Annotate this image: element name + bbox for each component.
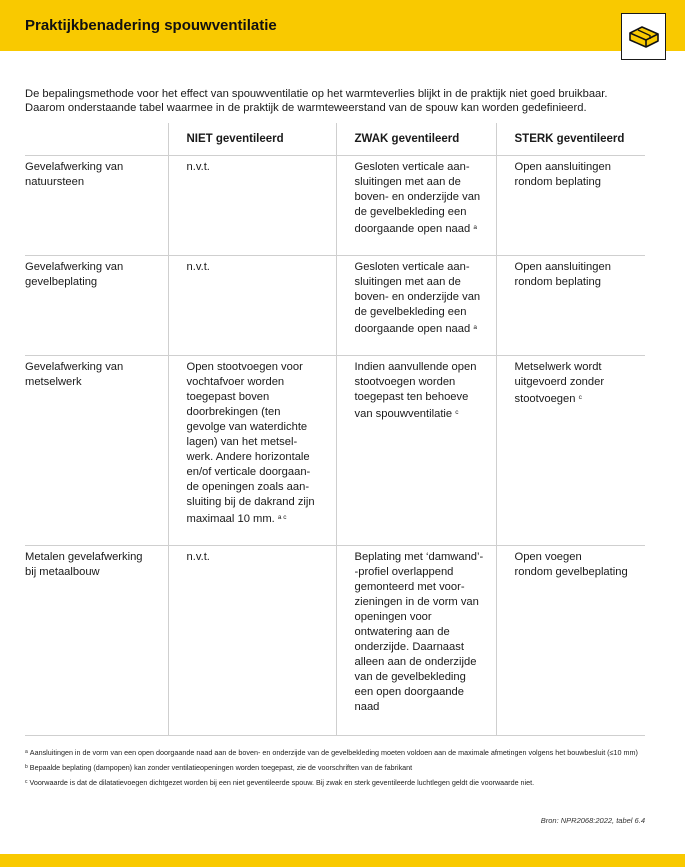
cell-sterk: Open aansluitingen rondom beplating [496, 256, 645, 356]
header-zwak: ZWAK geventileerd [336, 123, 496, 156]
footnote-ref: c [578, 394, 582, 401]
cell-sterk: Metselwerk wordt uitgevoerd zonder stootvoegen $^c$ [496, 356, 645, 546]
source-citation: Bron: NPR2068:2022, tabel 6.4 [540, 816, 645, 825]
footnote: $^c$ Voorwaarde is dat de dilatatievoegen dichtgezet worden bij een niet geventileerde spouw. Bij zwak en sterk geventileerde luchtlegen geldt die voorwaarde niet. [25, 778, 535, 787]
footnote: $^b$ Bepaalde beplating (dampopen) kan zonder ventilatieopeningen worden toegepast, zie de voorschriften van de fabrikant [25, 763, 413, 772]
row-label: Gevelafwerking van metselwerk [25, 356, 168, 546]
header-band [0, 0, 685, 51]
cell-niet: n.v.t. [168, 546, 336, 736]
row-label: Gevelafwerking van gevelbeplating [25, 256, 168, 356]
header-empty [25, 123, 168, 156]
footnotes [25, 748, 660, 793]
table-row [25, 356, 645, 546]
intro-line-2: Daarom onderstaande tabel waarmee in de praktijk de warmteweerstand van de spouw kan worden gedefinieerd. [25, 102, 587, 114]
footnote-ref: a c [277, 514, 287, 521]
page-title: Praktijkbenadering spouwventilatie [25, 17, 277, 34]
footer-band [0, 854, 685, 867]
footnote-ref: a [473, 224, 477, 231]
logo [621, 13, 666, 60]
footnote: $^a$ Aansluitingen in de vorm van een open doorgaande naad aan de boven- en onderzijde van de gevelbekleding moeten voldoen aan de maximale afmetingen volgens het bouwbesluit (≤10 mm) [25, 748, 638, 757]
cell-zwak: Gesloten verticale aan- sluitingen met aan de boven- en onderzijde van de gevelbekleding een doorgaande open naad $^a$ [336, 156, 496, 256]
row-label: Gevelafwerking van natuursteen [25, 156, 168, 256]
table-row [25, 546, 645, 736]
cell-zwak: Indien aanvullende open stootvoegen worden toegepast ten behoeve van spouwventilatie $^c$ [336, 356, 496, 546]
cell-niet: Open stootvoegen voor vochtafvoer worden toegepast boven doorbrekingen (ten gevolge van waterdichte lagen) van het metsel- werk. Andere horizontale en/of verticale doorgaan- de openingen zoals aan- sluiting bij de dakrand zijn maximaal 10 mm. $^{a c}$ [168, 356, 336, 546]
cell-sterk: Open aansluitingen rondom beplating [496, 156, 645, 256]
table-header-row [25, 123, 645, 156]
cell-niet: n.v.t. [168, 256, 336, 356]
table-row [25, 256, 645, 356]
cell-niet: n.v.t. [168, 156, 336, 256]
cell-sterk: Open voegen rondom gevelbeplating [496, 546, 645, 736]
ventilation-table [25, 123, 645, 736]
table-row [25, 156, 645, 256]
intro-line-1: De bepalingsmethode voor het effect van spouwventilatie op het warmteverlies blijkt in de praktijk niet goed bruikbaar. [25, 88, 608, 100]
header-sterk: STERK geventileerd [496, 123, 645, 156]
brick-corner-icon [628, 24, 660, 50]
header-niet: NIET geventileerd [168, 123, 336, 156]
footnote-ref: c [455, 409, 459, 416]
intro-text [25, 87, 665, 115]
row-label: Metalen gevelafwerking bij metaalbouw [25, 546, 168, 736]
cell-zwak: Gesloten verticale aan- sluitingen met aan de boven- en onderzijde van de gevelbekleding een doorgaande open naad $^a$ [336, 256, 496, 356]
cell-zwak: Beplating met ‘damwand’- -profiel overlappend gemonteerd met voor- zieningen in de vorm van openingen voor ontwatering aan de onderzijde. Daarnaast alleen aan de onderzijde van de gevelbekleding een open doorgaande naad [336, 546, 496, 736]
footnote-ref: a [473, 324, 477, 331]
